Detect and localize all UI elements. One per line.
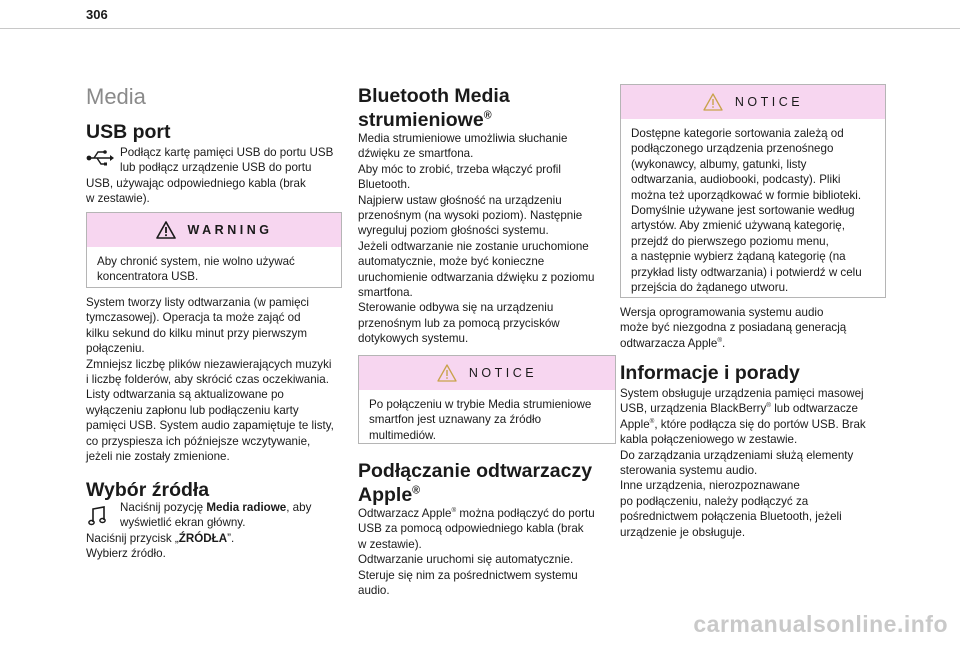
notice-box-bluetooth bbox=[358, 355, 616, 444]
warning-icon bbox=[156, 221, 176, 239]
notice-icon bbox=[437, 364, 457, 382]
notice-title: NOTICE bbox=[734, 95, 804, 109]
notice-title: NOTICE bbox=[468, 366, 538, 380]
source-line-4: Wybierz źródło. bbox=[86, 547, 166, 560]
usb-port-heading: USB port bbox=[86, 121, 171, 143]
notice-icon bbox=[703, 93, 723, 111]
apple-paragraph: Odtwarzacz Apple® można podłączyć do portu USB za pomocą odpowiedniego kabla (brak w zestawie). Odtwarzanie uruchomi się automatycznie. Steruje się nim za pośrednictwem systemu audio. bbox=[358, 507, 595, 598]
bluetooth-heading: Bluetooth Media strumieniowe® bbox=[358, 85, 510, 131]
playlists-paragraph: System tworzy listy odtwarzania (w pamięci tymczasowej). Operacja ta może zająć od kilku sekund do kilku minut przy pierwszym połączeniu. Zmniejsz liczbę plików niezawierających muzyki i liczbę folderów, aby skrócić czas oczekiwania. Listy odtwarzania są aktualizowane po wyłączeniu zapłonu lub podłączeniu karty pamięci USB. System audio zapamiętuje te listy, co przyspiesza ich późniejsze wczytywanie, jeżeli nie zostały zmienione. bbox=[86, 296, 334, 464]
bluetooth-paragraph: Media strumieniowe umożliwia słuchanie dźwięku ze smartfona. Aby móc to zrobić, trzeba włączyć profil Bluetooth. Najpierw ustaw głośność na urządzeniu przenośnym (na wysoki poziom). Następnie wyreguluj poziom głośności systemu. Jeżeli odtwarzanie nie zostanie uruchomione automatycznie, może być konieczne uruchomienie odtwarzania dźwięku z poziomu smartfona. Sterowanie odbywa się na urządzeniu przenośnym lub za pomocą przycisków dotykowych systemu. bbox=[358, 132, 595, 346]
usb-icon bbox=[86, 149, 114, 167]
info-heading: Informacje i porady bbox=[620, 362, 800, 384]
media-radio-label: Media radiowe bbox=[206, 501, 287, 514]
notice-header bbox=[621, 85, 885, 119]
watermark: carmanualsonline.info bbox=[693, 611, 948, 637]
music-note-icon bbox=[88, 506, 106, 526]
warning-title: WARNING bbox=[187, 223, 273, 237]
header-divider bbox=[0, 28, 960, 29]
notice-header bbox=[359, 356, 615, 390]
version-paragraph: Wersja oprogramowania systemu audio może być niezgodna z posiadaną generacją odtwarzacza Apple®. bbox=[620, 306, 847, 350]
source-line-3: Naciśnij przycisk „ŹRÓDŁA”. bbox=[86, 532, 235, 545]
sources-button-label: ŹRÓDŁA bbox=[178, 532, 228, 545]
warning-text: Aby chronić system, nie wolno używać koncentratora USB. bbox=[97, 255, 295, 284]
source-heading: Wybór źródła bbox=[86, 479, 210, 501]
section-title: Media bbox=[86, 84, 146, 109]
apple-heading: Podłączanie odtwarzaczy Apple® bbox=[358, 460, 593, 506]
source-line-1: Naciśnij pozycję Media radiowe, aby bbox=[120, 501, 312, 514]
notice-text: Po połączeniu w trybie Media strumieniowe smartfon jest uznawany za źródło multimediów. bbox=[369, 398, 592, 442]
info-paragraph: System obsługuje urządzenia pamięci masowej USB, urządzenia BlackBerry® lub odtwarzacze Apple®, które podłącza się do portów USB. Brak kabla połączeniowego w zestawie. Do zarządzania urządzeniami służą elementy sterowania systemu audio. Inne urządzenia, nierozpoznawane po podłączeniu, należy podłączyć za pośrednictwem połączenia Bluetooth, jeżeli urządzenie je obsługuje. bbox=[620, 387, 866, 539]
source-line-2: wyświetlić ekran główny. bbox=[120, 516, 246, 529]
page-number: 306 bbox=[86, 7, 108, 22]
usb-intro-continued: USB, używając odpowiedniego kabla (brak w zestawie). bbox=[86, 177, 306, 206]
warning-header bbox=[87, 213, 341, 247]
notice-box-sorting bbox=[620, 84, 886, 298]
usb-intro-indented: Podłącz kartę pamięci USB do portu USB lub podłącz urządzenie USB do portu bbox=[120, 146, 334, 175]
warning-box bbox=[86, 212, 342, 288]
notice-text: Dostępne kategorie sortowania zależą od podłączonego urządzenia przenośnego (wykonawcy, albumy, gatunki, listy odtwarzania, audiobooki, podcasty). Pliki można też uporządkować w formie biblioteki. Domyślnie używane jest sortowanie według artystów. Aby zmienić używaną kategorię, przejdź do pierwszego poziomu menu, a następnie wybierz żądaną kategorię (na przykład listy odtwarzania) i potwierdź w celu przejścia do żądanego utworu. bbox=[631, 127, 862, 295]
